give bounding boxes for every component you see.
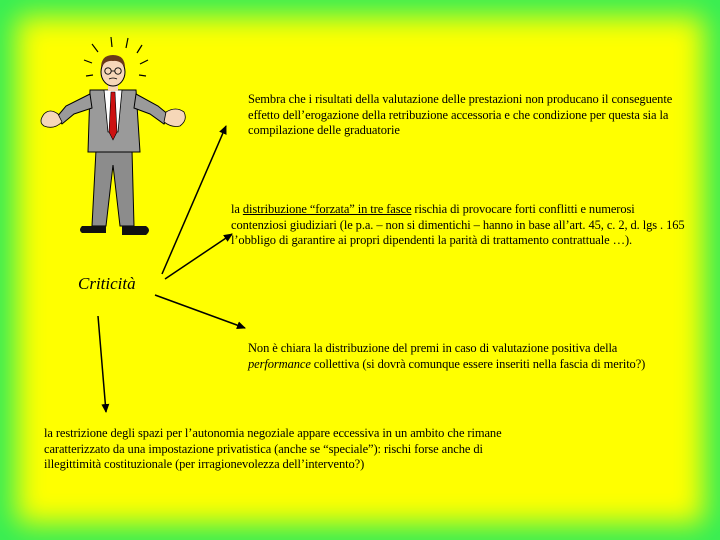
arrow-to-p2 bbox=[165, 234, 232, 279]
p2-lead: la bbox=[231, 202, 243, 216]
paragraph-distribuzione-forzata bbox=[231, 202, 691, 249]
paragraph-performance-collettiva bbox=[248, 341, 678, 372]
arrow-to-p3 bbox=[155, 295, 245, 328]
p3-rest: collettiva (si dovrà comunque essere inseriti nella fascia di merito?) bbox=[310, 356, 646, 371]
p3-lead: Non è chiara la distribuzione del premi in caso di valutazione positiva della bbox=[248, 341, 618, 355]
p2-rest: rischia di provocare forti conflitti e numerosi contenziosi giudiziari (le p.a. – non si dimentichi – hanno in base all’art. 45, c. 2, d. lgs . 165 l’obbligo di garantire ai propri dipendenti la parità di trattamento contrattuale …). bbox=[231, 202, 685, 247]
p3-italic: performance bbox=[248, 356, 311, 371]
heading-criticita: Criticità bbox=[78, 274, 136, 293]
p2-underlined: distribuzione “forzata” in tre fasce bbox=[242, 202, 412, 216]
arrow-to-p1 bbox=[162, 126, 226, 274]
paragraph-graduatorie: Sembra che i risultati della valutazione delle prestazioni non producano il conseguente effetto dell’erogazione della retribuzione accessoria e che condizione per questa sia la compilazione delle graduatorie bbox=[248, 92, 673, 137]
arrow-to-p4 bbox=[98, 316, 106, 412]
confused-businessman-icon bbox=[41, 37, 185, 235]
paragraph-autonomia-negoziale: la restrizione degli spazi per l’autonomia negoziale appare eccessiva in un ambito che rimane caratterizzato da una impostazione privatistica (anche se “speciale”): rischi forse anche di illegittimità costituzionale (per irragionevolezza dell’intervento?) bbox=[44, 426, 502, 471]
